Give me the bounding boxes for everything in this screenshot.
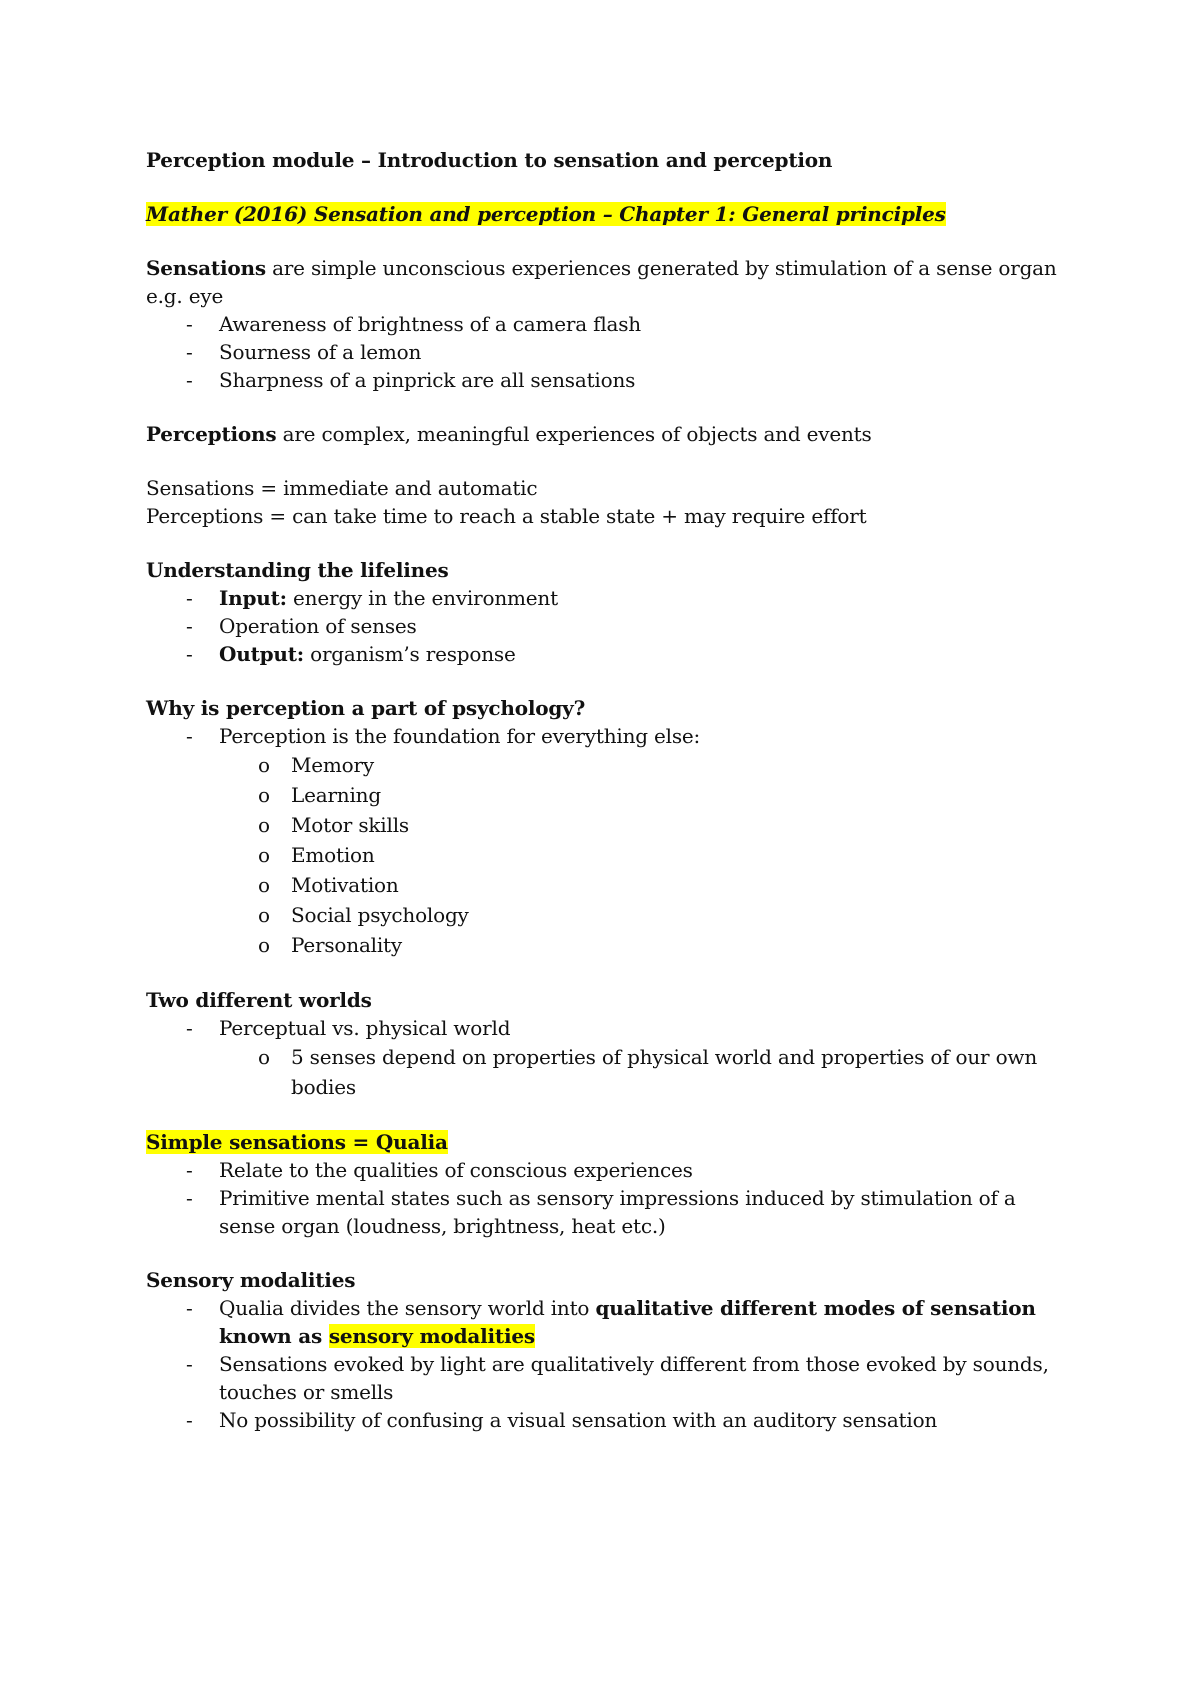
worlds-sublist (146, 1042, 1076, 1102)
output-label: Output: (219, 642, 304, 666)
sub-list-item: o Motivation (146, 870, 1076, 900)
perceptions-definition (146, 420, 1076, 448)
document-title: Perception module – Introduction to sensation and perception (146, 148, 833, 172)
input-label: Input: (219, 586, 287, 610)
list-item: - Sensations evoked by light are qualitatively different from those evoked by sounds, touches or smells (146, 1350, 1076, 1406)
list-item-output (146, 640, 1076, 668)
list-item-input (146, 584, 1076, 612)
list-item: - Sourness of a lemon (146, 338, 1076, 366)
sub-list-item: o Social psychology (146, 900, 1076, 930)
sensations-term: Sensations (146, 256, 266, 280)
comparison-line-1: Sensations = immediate and automatic (146, 476, 538, 500)
lifelines-heading: Understanding the lifelines (146, 558, 449, 582)
list-item: - Sharpness of a pinprick are all sensations (146, 366, 1076, 394)
perceptions-text: are complex, meaningful experiences of objects and events (276, 422, 872, 446)
worlds-list (146, 1014, 1076, 1042)
qualia-heading-text: Simple sensations = Qualia (146, 1130, 448, 1154)
lifelines-list (146, 584, 1076, 668)
list-item: - Perception is the foundation for everything else: (146, 722, 1076, 750)
sensations-list (146, 310, 1076, 394)
why-sublist (146, 750, 1076, 960)
list-item: - Relate to the qualities of conscious experiences (146, 1156, 1076, 1184)
modalities-item1-highlight: sensory modalities (328, 1324, 535, 1348)
why-heading: Why is perception a part of psychology? (146, 696, 586, 720)
modalities-list (146, 1294, 1076, 1434)
sub-list-item: o Emotion (146, 840, 1076, 870)
input-text: energy in the environment (286, 586, 558, 610)
perceptions-term: Perceptions (146, 422, 277, 446)
qualia-list (146, 1156, 1076, 1240)
list-item-operation: - Operation of senses (146, 612, 1076, 640)
sub-list-item: o Memory (146, 750, 1076, 780)
modalities-item1-plain: Qualia divides the sensory world into (219, 1296, 596, 1320)
chapter-reference-text: Mather (2016) Sensation and perception – Chapter 1: General principles (146, 202, 946, 226)
worlds-heading: Two different worlds (146, 988, 372, 1012)
modalities-item1-bold: qualitative different modes of sensation known as (219, 1296, 1036, 1348)
chapter-reference (146, 200, 1076, 228)
sub-list-item: o Learning (146, 780, 1076, 810)
list-item: - Awareness of brightness of a camera flash (146, 310, 1076, 338)
list-item: - Primitive mental states such as sensory impressions induced by stimulation of a sense organ (loudness, brightness, heat etc.) (146, 1184, 1076, 1240)
modalities-heading: Sensory modalities (146, 1268, 356, 1292)
sub-list-item: o Personality (146, 930, 1076, 960)
sub-list-item: o Motor skills (146, 810, 1076, 840)
list-item (146, 1294, 1076, 1350)
sensations-text: are simple unconscious experiences generated by stimulation of a sense organ e.g. eye (146, 256, 1057, 308)
comparison-line-2: Perceptions = can take time to reach a stable state + may require effort (146, 504, 867, 528)
sensations-definition (146, 254, 1076, 310)
sub-list-item: o 5 senses depend on properties of physical world and properties of our own bodies (146, 1042, 1076, 1102)
list-item: - No possibility of confusing a visual sensation with an auditory sensation (146, 1406, 1076, 1434)
why-list (146, 722, 1076, 750)
list-item: - Perceptual vs. physical world (146, 1014, 1076, 1042)
output-text: organism’s response (303, 642, 516, 666)
document-body (146, 146, 1076, 1434)
qualia-heading (146, 1128, 1076, 1156)
